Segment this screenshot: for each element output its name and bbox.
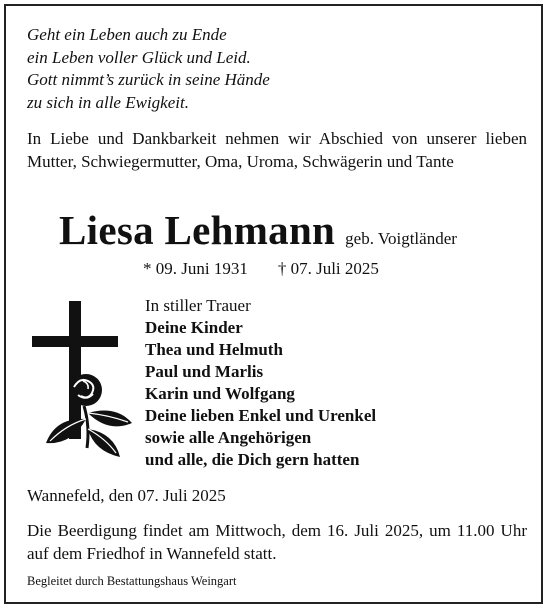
poem-line: ein Leben voller Glück und Leid.: [27, 47, 251, 67]
birth-name: geb. Voigtländer: [345, 229, 457, 248]
cross-with-rose: [28, 301, 138, 461]
undertaker-credit: Begleitet durch Bestattungshaus Weingart: [27, 574, 237, 588]
mourner: Thea und Helmuth: [145, 340, 283, 359]
poem-line: Geht ein Leben auch zu Ende: [27, 25, 227, 44]
life-dates: [143, 259, 379, 279]
deceased-name-line: [59, 206, 457, 254]
mourner: Deine Kinder: [145, 318, 243, 337]
poem-line: Gott nimmt’s zurück in seine Hände: [27, 70, 270, 89]
funeral-notice: Die Beerdigung findet am Mittwoch, dem 16. Juli 2025, um 11.00 Uhr auf dem Friedhof in Wannefeld statt.: [27, 521, 527, 563]
mourner: Paul und Marlis: [145, 362, 264, 381]
mourner: Karin und Wolfgang: [145, 384, 295, 403]
intro-text: In Liebe und Dankbarkeit nehmen wir Abschied von unserer lieben Mutter, Schwiegermutter, Oma, Uroma, Schwägerin und Tante: [27, 129, 527, 171]
mourner: Deine lieben Enkel und Urenkel: [145, 406, 377, 425]
poem-line: zu sich in alle Ewigkeit.: [27, 92, 189, 112]
mourners-list: [145, 295, 376, 471]
birth-date: * 09. Juni 1931: [143, 259, 248, 278]
obituary-card: [4, 4, 543, 604]
poem: [27, 24, 270, 114]
mourners-lead: In stiller Trauer: [145, 296, 251, 315]
deceased-name: Liesa Lehmann: [59, 207, 336, 253]
mourner: sowie alle Angehörigen: [145, 428, 312, 447]
mourner: und alle, die Dich gern hatten: [145, 450, 360, 469]
place-date: Wannefeld, den 07. Juli 2025: [27, 486, 226, 505]
death-date: † 07. Juli 2025: [277, 259, 379, 278]
rose-icon: [46, 374, 132, 457]
